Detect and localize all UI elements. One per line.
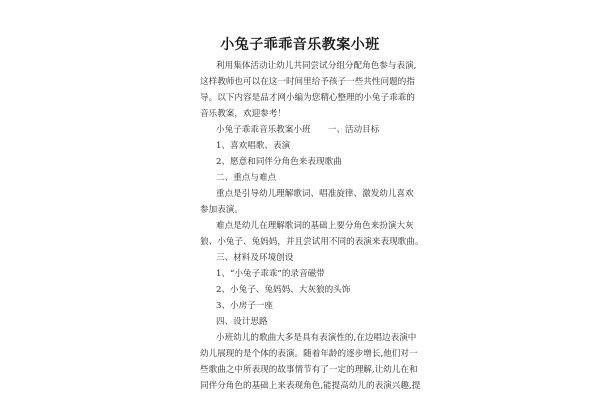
paragraph-line: 难点是幼儿在理解歌词的基础上要分角色来扮演大灰 <box>216 221 414 231</box>
paragraph-line: 同伴分角色的基础上来表现角色,能提高幼儿的表演兴趣,提 <box>200 381 421 391</box>
paragraph-line: 狼、小兔子、兔妈妈，并且尝试用不同的表演来表现歌曲。 <box>200 237 424 247</box>
paragraph-line: 音乐教案，欢迎参考！ <box>200 109 286 119</box>
paragraph-line: 些歌曲之中所表现的故事情节有了一定的理解,让幼儿在和 <box>200 365 418 375</box>
list-item: 2、小兔子、兔妈妈、大灰狼的头饰 <box>216 285 351 295</box>
paragraph-line: 小班幼儿的歌曲大多是具有表演性的,在边唱边表演中 <box>216 333 417 343</box>
paragraph-line: 利用集体活动让幼儿共同尝试分组分配角色参与表演, <box>216 61 417 71</box>
section-heading: 三、材料及环境创设 <box>216 253 294 263</box>
paragraph-line: 参加表演。 <box>200 205 243 215</box>
paragraph-line: 幼儿展现的是个体的表演。随着年龄的逐步增长,他们对一 <box>200 349 418 359</box>
section-heading: 小兔子乖乖音乐教案小班 一、活动目标 <box>216 125 380 135</box>
section-heading: 二、重点与难点 <box>216 173 277 183</box>
list-item: 2、愿意和同伴分角色来表现歌曲 <box>216 157 342 167</box>
paragraph-line: 这样教师也可以在这一时间里给予孩子一些共性问题的指 <box>200 77 415 87</box>
paragraph-line: 导。以下内容是品才网小编为您精心整理的小兔子乖乖的 <box>200 93 415 103</box>
section-heading: 四、设计思路 <box>216 317 268 327</box>
document-title: 小兔子乖乖音乐教案小班 <box>220 37 380 53</box>
list-item: 3、小房子一座 <box>216 301 274 311</box>
list-item: 1、“小兔子乖乖”的录音磁带 <box>216 269 325 279</box>
paragraph-line: 重点是引导幼儿理解歌词、唱准旋律、激发幼儿喜欢 <box>216 189 414 199</box>
list-item: 1、喜欢唱歌、表演 <box>216 141 291 151</box>
